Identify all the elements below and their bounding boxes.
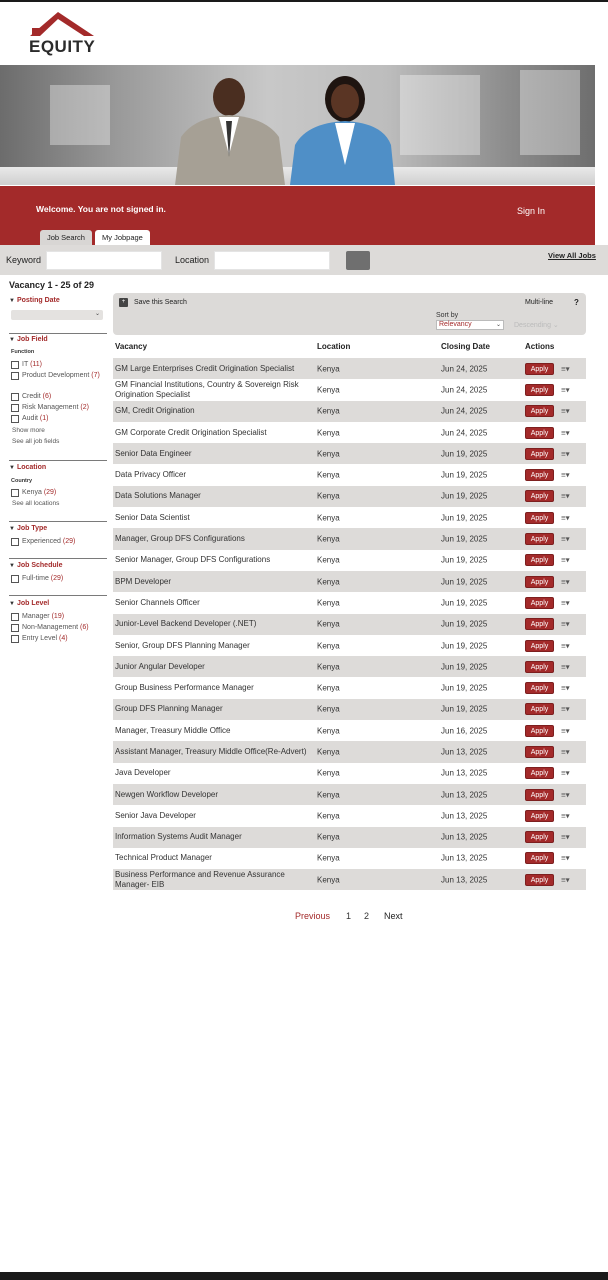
job-title-link[interactable]: GM Large Enterprises Credit Origination Specialist (115, 363, 295, 373)
job-title-link[interactable]: GM, Credit Origination (115, 406, 195, 416)
welcome-bar (0, 186, 595, 245)
job-title-link[interactable]: Senior Java Developer (115, 810, 196, 820)
apply-button[interactable]: Apply (525, 554, 554, 566)
filter-location: ▼ Location Country Kenya (29) See all locations (9, 464, 107, 471)
checkbox[interactable] (11, 415, 19, 423)
checkbox[interactable] (11, 393, 19, 401)
job-location: Kenya (317, 768, 340, 778)
column-header-vacancy[interactable]: Vacancy (115, 342, 148, 351)
filter-group-label: Function (11, 349, 35, 355)
search-button[interactable] (346, 251, 370, 270)
filter-job-schedule: ▼ Job Schedule Full-time (29) (9, 562, 107, 569)
table-row (113, 443, 586, 464)
job-title-link[interactable]: Junior Angular Developer (115, 661, 205, 671)
apply-button[interactable]: Apply (525, 469, 554, 481)
table-row (113, 656, 586, 677)
table-header (113, 342, 586, 356)
job-closing-date: Jun 19, 2025 (441, 598, 488, 608)
filter-heading[interactable]: ▼ Location (9, 464, 47, 471)
table-row (113, 379, 586, 400)
apply-button[interactable]: Apply (525, 448, 554, 460)
job-title-link[interactable]: Senior Channels Officer (115, 597, 200, 607)
apply-button[interactable]: Apply (525, 831, 554, 843)
job-location: Kenya (317, 832, 340, 842)
filter-heading[interactable]: ▼ Job Type (9, 525, 48, 532)
job-closing-date: Jun 24, 2025 (441, 406, 488, 416)
save-search-link[interactable]: Save this Search (134, 299, 187, 306)
table-row (113, 550, 586, 571)
apply-button[interactable]: Apply (525, 533, 554, 545)
logo-text: EQUITY (29, 37, 96, 56)
table-row (113, 805, 586, 826)
apply-button[interactable]: Apply (525, 363, 554, 375)
pagination-page-2[interactable]: 2 (364, 911, 370, 921)
table-row (113, 677, 586, 698)
job-closing-date: Jun 19, 2025 (441, 704, 488, 714)
job-title-link[interactable]: Data Solutions Manager (115, 491, 201, 501)
row-menu-icon[interactable]: ≡▾ (561, 598, 570, 608)
help-icon[interactable]: ? (574, 298, 579, 307)
bottom-bar (0, 1272, 608, 1280)
job-list (113, 358, 586, 890)
job-title-link[interactable]: Manager, Treasury Middle Office (115, 725, 231, 735)
table-row (113, 486, 586, 507)
row-menu-icon[interactable]: ≡▾ (561, 726, 570, 736)
filter-heading[interactable]: ▼ Job Schedule (9, 562, 63, 569)
job-location: Kenya (317, 683, 340, 693)
apply-button[interactable]: Apply (525, 874, 554, 886)
job-location: Kenya (317, 491, 340, 501)
location-input[interactable] (214, 251, 330, 270)
job-location: Kenya (317, 619, 340, 629)
apply-button[interactable]: Apply (525, 852, 554, 864)
job-title-link[interactable]: Group DFS Planning Manager (115, 704, 223, 714)
table-row (113, 699, 586, 720)
table-row (113, 869, 586, 890)
job-location: Kenya (317, 470, 340, 480)
job-title-link[interactable]: Data Privacy Officer (115, 470, 186, 480)
pagination-page-1[interactable]: 1 (346, 911, 352, 921)
job-location: Kenya (317, 555, 340, 565)
job-location: Kenya (317, 534, 340, 544)
job-location: Kenya (317, 385, 340, 395)
job-location: Kenya (317, 364, 340, 374)
equity-logo[interactable] (28, 10, 98, 56)
row-menu-icon[interactable]: ≡▾ (561, 577, 570, 587)
row-menu-icon[interactable]: ≡▾ (561, 470, 570, 480)
pagination-next[interactable]: Next (384, 911, 403, 921)
job-closing-date: Jun 19, 2025 (441, 555, 488, 565)
job-closing-date: Jun 19, 2025 (441, 491, 488, 501)
row-menu-icon[interactable]: ≡▾ (561, 662, 570, 672)
job-closing-date: Jun 13, 2025 (441, 832, 488, 842)
job-location: Kenya (317, 811, 340, 821)
row-menu-icon[interactable]: ≡▾ (561, 491, 570, 501)
job-closing-date: Jun 19, 2025 (441, 662, 488, 672)
apply-button[interactable]: Apply (525, 810, 554, 822)
table-row (113, 720, 586, 741)
save-icon[interactable]: + (119, 298, 128, 307)
job-location: Kenya (317, 875, 340, 885)
job-location: Kenya (317, 598, 340, 608)
row-menu-icon[interactable]: ≡▾ (561, 853, 570, 863)
checkbox[interactable] (11, 361, 19, 369)
job-closing-date: Jun 16, 2025 (441, 726, 488, 736)
table-row (113, 614, 586, 635)
job-closing-date: Jun 19, 2025 (441, 534, 488, 544)
table-row (113, 741, 586, 762)
apply-button[interactable]: Apply (525, 490, 554, 502)
apply-button[interactable]: Apply (525, 789, 554, 801)
job-location: Kenya (317, 704, 340, 714)
job-closing-date: Jun 19, 2025 (441, 470, 488, 480)
job-title-link[interactable]: Newgen Workflow Developer (115, 789, 219, 799)
job-title-link[interactable]: Senior, Group DFS Planning Manager (115, 640, 250, 650)
job-closing-date: Jun 24, 2025 (441, 364, 488, 374)
filter-heading[interactable]: ▼ Job Level (9, 600, 50, 607)
see-all-locations-link[interactable]: See all locations (12, 500, 60, 507)
job-title-link[interactable]: Technical Product Manager (115, 853, 212, 863)
job-location: Kenya (317, 577, 340, 587)
apply-button[interactable]: Apply (525, 405, 554, 417)
job-closing-date: Jun 19, 2025 (441, 449, 488, 459)
row-menu-icon[interactable]: ≡▾ (561, 747, 570, 757)
job-title-link[interactable]: Business Performance and Revenue Assurance Manager- EIB (115, 869, 285, 889)
row-menu-icon[interactable]: ≡▾ (561, 513, 570, 523)
people-illustration (155, 65, 415, 185)
checkbox[interactable] (11, 489, 19, 497)
table-row (113, 571, 586, 592)
chevron-down-icon: ⌄ (94, 311, 100, 317)
job-closing-date: Jun 24, 2025 (441, 428, 488, 438)
apply-button[interactable]: Apply (525, 661, 554, 673)
checkbox[interactable] (11, 575, 19, 583)
row-menu-icon[interactable]: ≡▾ (561, 449, 570, 459)
job-location: Kenya (317, 726, 340, 736)
table-row (113, 763, 586, 784)
row-menu-icon[interactable]: ≡▾ (561, 619, 570, 629)
table-row (113, 507, 586, 528)
job-closing-date: Jun 13, 2025 (441, 811, 488, 821)
job-title-link[interactable]: Senior Data Engineer (115, 448, 192, 458)
keyword-label: Keyword (6, 255, 42, 265)
table-row (113, 358, 586, 379)
sort-label: Sort by (436, 312, 459, 319)
checkbox[interactable] (11, 404, 19, 412)
job-title-link[interactable]: Junior-Level Backend Developer (.NET) (115, 619, 257, 629)
filter-heading[interactable]: ▼ Posting Date (9, 297, 60, 304)
job-closing-date: Jun 13, 2025 (441, 747, 488, 757)
checkbox[interactable] (11, 635, 19, 643)
search-bar (0, 245, 608, 275)
see-all-job-fields-link[interactable]: See all job fields (12, 438, 60, 445)
job-title-link[interactable]: Manager, Group DFS Configurations (115, 534, 245, 544)
results-options-panel (113, 293, 586, 335)
row-menu-icon[interactable]: ≡▾ (561, 875, 570, 885)
table-row (113, 422, 586, 443)
table-row (113, 592, 586, 613)
filter-heading[interactable]: ▼ Job Field (9, 336, 48, 343)
job-location: Kenya (317, 641, 340, 650)
column-header-closing-date[interactable]: Closing Date (441, 342, 490, 351)
job-closing-date: Jun 19, 2025 (441, 683, 488, 693)
apply-button[interactable]: Apply (525, 703, 554, 715)
table-row (113, 401, 586, 422)
column-header-actions: Actions (525, 342, 555, 351)
filter-job-field: ▼ Job Field Function IT (11) Product Development (7) Credit (6) Risk Management (2) Audit (1) Show more See all job fields (9, 336, 107, 343)
apply-button[interactable]: Apply (525, 640, 554, 652)
filter-group-label: Country (11, 478, 33, 484)
job-location: Kenya (317, 513, 340, 523)
sort-select[interactable]: Relevancy ⌄ (436, 320, 504, 330)
roof-logo-icon (28, 10, 98, 38)
job-title-link[interactable]: GM Corporate Credit Origination Specialist (115, 427, 267, 437)
apply-button[interactable]: Apply (525, 682, 554, 694)
apply-button[interactable]: Apply (525, 597, 554, 609)
row-menu-icon[interactable]: ≡▾ (561, 832, 570, 842)
keyword-input[interactable] (46, 251, 162, 270)
sign-in-link[interactable]: Sign In (517, 206, 546, 216)
job-location: Kenya (317, 406, 340, 416)
apply-button[interactable]: Apply (525, 576, 554, 588)
job-closing-date: Jun 19, 2025 (441, 641, 488, 650)
apply-button[interactable]: Apply (525, 746, 554, 758)
apply-button[interactable]: Apply (525, 725, 554, 737)
job-closing-date: Jun 19, 2025 (441, 577, 488, 587)
apply-button[interactable]: Apply (525, 618, 554, 630)
checkbox[interactable] (11, 538, 19, 546)
apply-button[interactable]: Apply (525, 512, 554, 524)
location-label: Location (175, 255, 210, 265)
row-menu-icon[interactable]: ≡▾ (561, 534, 570, 544)
row-menu-icon[interactable]: ≡▾ (561, 641, 570, 650)
posting-date-select[interactable] (11, 310, 103, 320)
job-location: Kenya (317, 662, 340, 672)
row-menu-icon[interactable]: ≡▾ (561, 683, 570, 693)
job-closing-date: Jun 13, 2025 (441, 768, 488, 778)
job-location: Kenya (317, 790, 340, 800)
chevron-down-icon: ⌄ (495, 322, 501, 328)
job-title-link[interactable]: Java Developer (115, 768, 171, 778)
filter-posting-date (9, 297, 107, 317)
table-row (113, 784, 586, 805)
row-menu-icon[interactable]: ≡▾ (561, 555, 570, 565)
table-row (113, 827, 586, 848)
job-title-link[interactable]: Assistant Manager, Treasury Middle Office(Re-Advert) (115, 746, 307, 756)
table-row (113, 464, 586, 485)
job-title-link[interactable]: BPM Developer (115, 576, 172, 586)
pagination-previous[interactable]: Previous (295, 911, 331, 921)
job-location: Kenya (317, 853, 340, 863)
row-menu-icon[interactable]: ≡▾ (561, 790, 570, 800)
job-closing-date: Jun 13, 2025 (441, 875, 488, 885)
job-title-link[interactable]: Senior Data Scientist (115, 512, 190, 522)
row-menu-icon[interactable]: ≡▾ (561, 385, 570, 395)
hero-banner (0, 65, 595, 185)
order-select[interactable]: Descending ⌄ (514, 322, 559, 329)
top-border (0, 0, 608, 2)
job-closing-date: Jun 19, 2025 (441, 619, 488, 629)
checkbox[interactable] (11, 372, 19, 380)
tab-my-jobpage[interactable]: My Jobpage (95, 230, 150, 245)
job-title-link[interactable]: Information Systems Audit Manager (115, 832, 242, 842)
filter-job-type: ▼ Job Type Experienced (29) (9, 525, 107, 532)
job-closing-date: Jun 13, 2025 (441, 790, 488, 800)
row-menu-icon[interactable]: ≡▾ (561, 768, 570, 778)
table-row (113, 635, 586, 656)
table-row (113, 848, 586, 869)
row-menu-icon[interactable]: ≡▾ (561, 704, 570, 714)
job-title-link[interactable]: Senior Manager, Group DFS Configurations (115, 555, 271, 565)
checkbox[interactable] (11, 624, 19, 632)
welcome-message: Welcome. You are not signed in. (36, 204, 166, 214)
row-menu-icon[interactable]: ≡▾ (561, 406, 570, 416)
job-closing-date: Jun 13, 2025 (441, 853, 488, 863)
column-header-location[interactable]: Location (317, 342, 351, 351)
job-closing-date: Jun 24, 2025 (441, 385, 488, 395)
job-location: Kenya (317, 428, 340, 438)
job-title-link[interactable]: Group Business Performance Manager (115, 683, 254, 693)
table-row (113, 528, 586, 549)
show-more-link[interactable]: Show more (12, 427, 45, 434)
job-title-link[interactable]: GM Financial Institutions, Country & Sovereign Risk Origination Specialist (115, 379, 299, 399)
vacancy-count: Vacancy 1 - 25 of 29 (9, 280, 95, 290)
filter-job-level: ▼ Job Level Manager (19) Non-Management (6) Entry Level (4) (9, 600, 107, 607)
job-location: Kenya (317, 449, 340, 459)
view-all-jobs-link[interactable]: View All Jobs (548, 251, 596, 260)
row-menu-icon[interactable]: ≡▾ (561, 428, 570, 438)
apply-button[interactable]: Apply (525, 767, 554, 779)
row-menu-icon[interactable]: ≡▾ (561, 364, 570, 374)
multiline-toggle[interactable]: Multi-line (525, 299, 554, 306)
chevron-down-icon: ⌄ (552, 322, 559, 329)
tab-job-search[interactable]: Job Search (40, 230, 92, 245)
checkbox[interactable] (11, 613, 19, 621)
job-location: Kenya (317, 747, 340, 757)
apply-button[interactable]: Apply (525, 427, 554, 439)
apply-button[interactable]: Apply (525, 384, 554, 396)
job-closing-date: Jun 19, 2025 (441, 513, 488, 523)
row-menu-icon[interactable]: ≡▾ (561, 811, 570, 821)
